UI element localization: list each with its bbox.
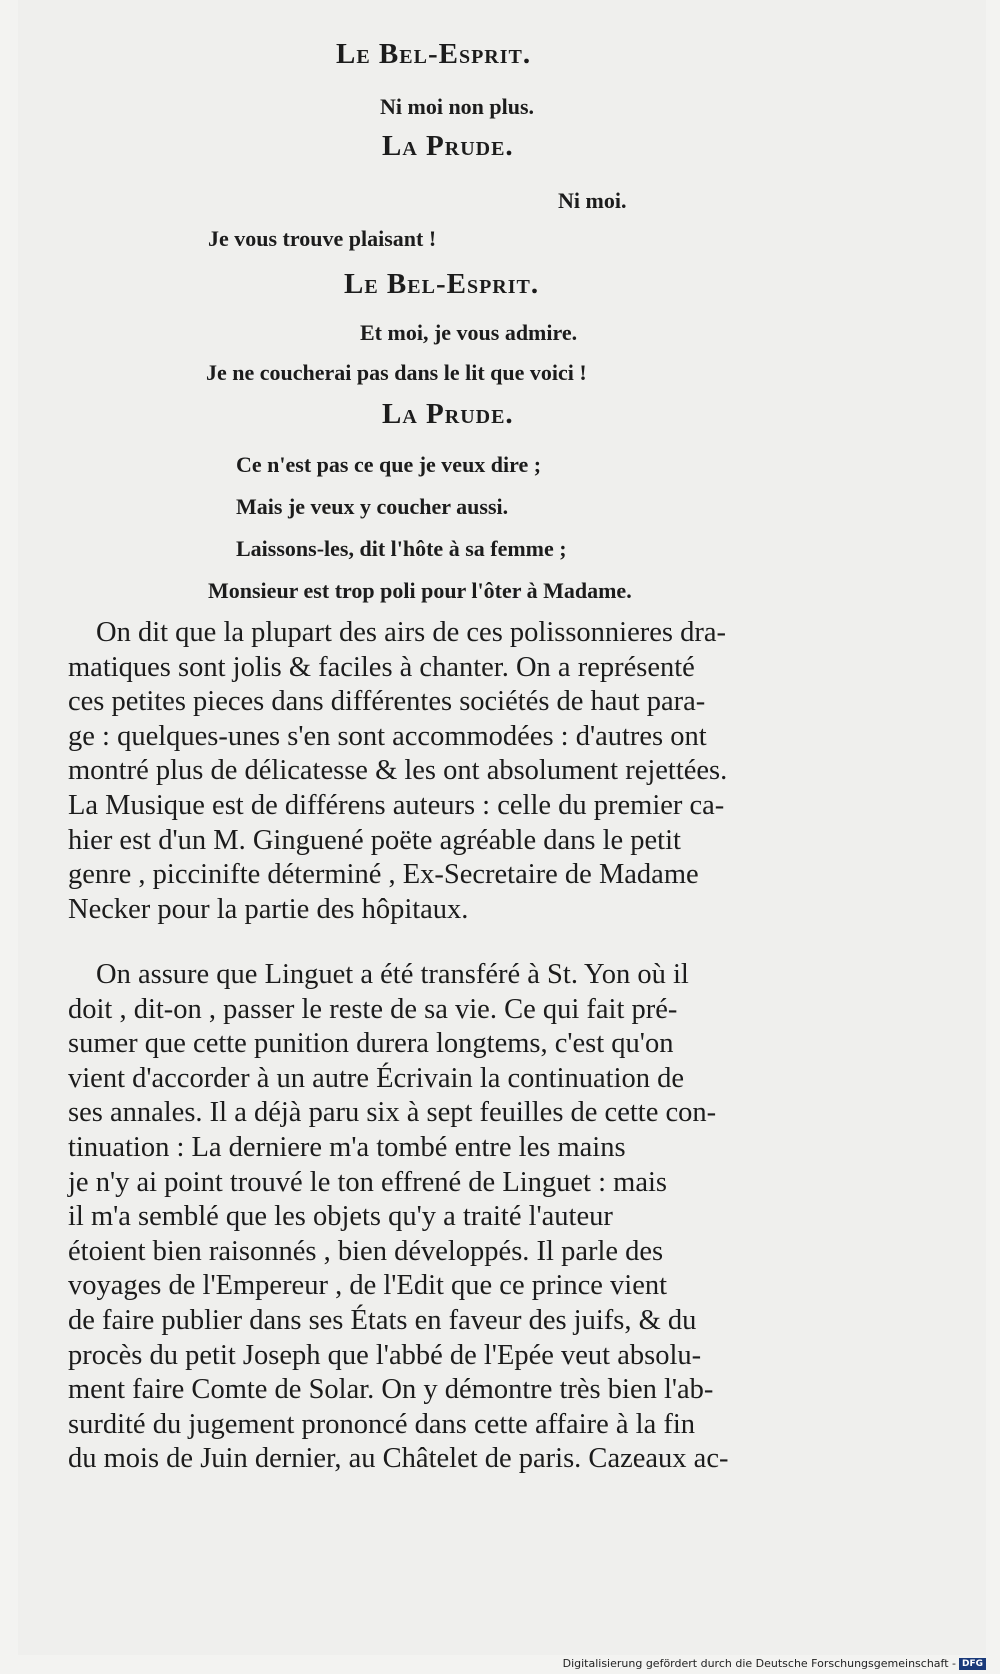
text-line: tinuation : La derniere m'a tombé entre les mains (68, 1131, 626, 1163)
dfg-logo-icon: DFG (959, 1658, 986, 1670)
text-line: La Musique est de différens auteurs : celle du premier ca- (68, 789, 725, 821)
speaker-heading: La Prude. (382, 130, 514, 162)
verse-line: Laissons-les, dit l'hôte à sa femme ; (236, 536, 567, 561)
scanned-page (18, 0, 986, 1655)
text-line: procès du petit Joseph que l'abbé de l'Epée veut absolu- (68, 1339, 702, 1371)
text-line: étoient bien raisonnés , bien développés. Il parle des (68, 1235, 664, 1267)
footer-text: Digitalisierung gefördert durch die Deutsche Forschungsgemeinschaft - (562, 1657, 956, 1670)
verse-line: Je vous trouve plaisant ! (208, 226, 437, 251)
paragraph-linguet (68, 958, 948, 1477)
text-line: On assure que Linguet a été transféré à St. Yon où il (96, 959, 689, 990)
speaker-heading: Le Bel-Esprit. (336, 38, 532, 70)
text-line: sumer que cette punition durera longtems, c'est qu'on (68, 1028, 674, 1060)
verse-line: Mais je veux y coucher aussi. (236, 494, 509, 519)
text-line: surdité du jugement prononcé dans cette affaire à la fin (68, 1408, 696, 1440)
verse-line: Ni moi non plus. (380, 94, 535, 119)
text-line: ment faire Comte de Solar. On y démontre très bien l'ab- (68, 1374, 714, 1406)
text-line: de faire publier dans ses États en faveur des juifs, & du (68, 1304, 697, 1336)
text-line: je n'y ai point trouvé le ton effrené de Linguet : mais (68, 1166, 667, 1198)
text-line: hier est d'un M. Ginguené poëte agréable dans le petit (68, 824, 681, 856)
text-line: voyages de l'Empereur , de l'Edit que ce prince vient (68, 1270, 668, 1302)
paragraph-music (68, 616, 948, 927)
text-line: On dit que la plupart des airs de ces polissonnieres dra- (96, 617, 726, 648)
text-line: montré plus de délicatesse & les ont absolument rejettées. (68, 755, 728, 787)
text-line: ces petites pieces dans différentes sociétés de haut para- (68, 686, 706, 718)
verse-line: Ce n'est pas ce que je veux dire ; (236, 452, 542, 477)
text-line: du mois de Juin dernier, au Châtelet de paris. Cazeaux ac- (68, 1443, 729, 1475)
text-line: matiques sont jolis & faciles à chanter. On a représenté (68, 651, 695, 683)
text-line: ge : quelques-unes s'en sont accommodées : d'autres ont (68, 720, 707, 752)
speaker-heading: Le Bel-Esprit. (344, 268, 540, 300)
verse-line: Monsieur est trop poli pour l'ôter à Madame. (208, 578, 632, 603)
verse-line: Je ne coucherai pas dans le lit que voici ! (206, 360, 587, 385)
text-line: vient d'accorder à un autre Écrivain la continuation de (68, 1062, 685, 1094)
text-line: ses annales. Il a déjà paru six à sept feuilles de cette con- (68, 1097, 717, 1129)
text-line: doit , dit-on , passer le reste de sa vie. Ce qui fait pré- (68, 993, 678, 1025)
text-line: Necker pour la partie des hôpitaux. (68, 893, 469, 925)
text-line: il m'a semblé que les objets qu'y a traité l'auteur (68, 1201, 613, 1233)
digitization-footer (563, 1657, 986, 1670)
speaker-heading: La Prude. (382, 398, 514, 430)
text-line: genre , piccinifte déterminé , Ex-Secretaire de Madame (68, 859, 699, 891)
verse-line: Ni moi. (558, 188, 627, 213)
verse-line: Et moi, je vous admire. (360, 320, 578, 345)
